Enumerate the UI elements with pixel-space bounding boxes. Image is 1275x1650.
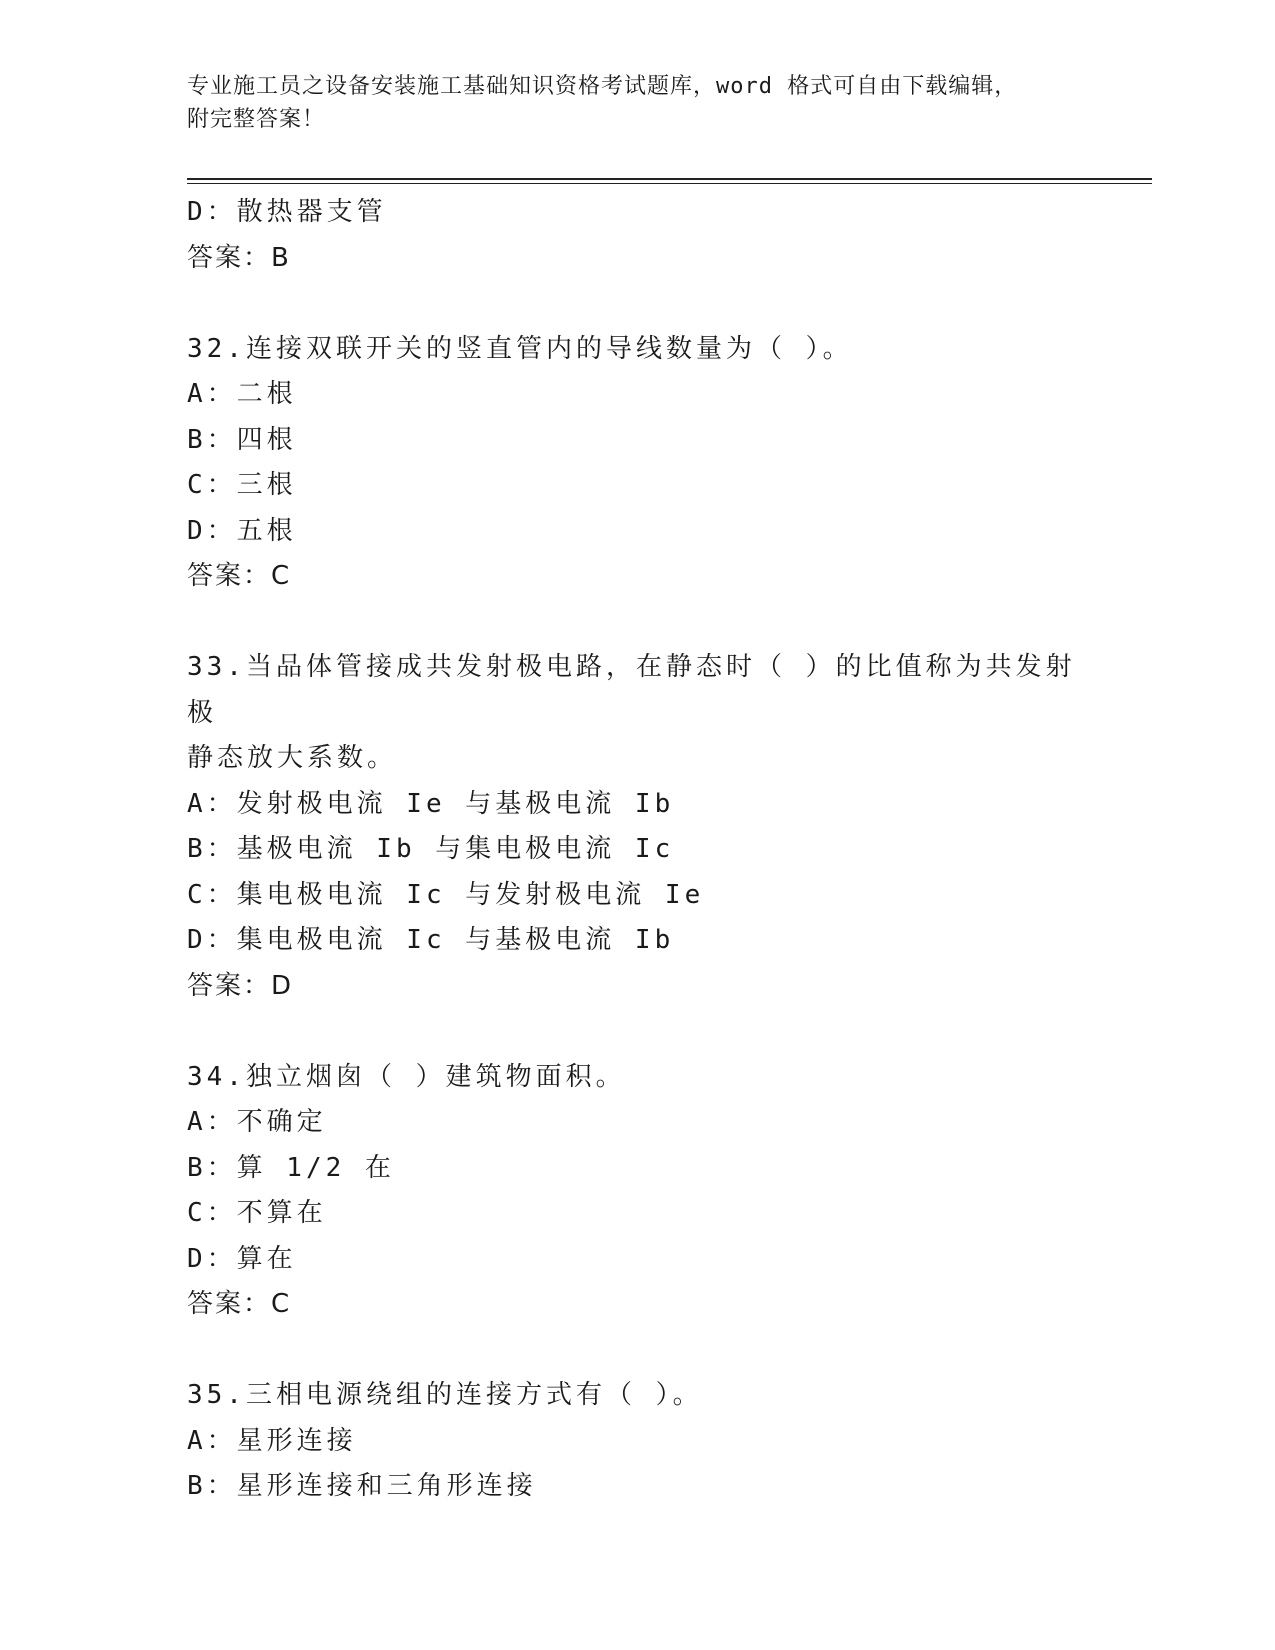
question-32 (187, 327, 1087, 600)
option-d: D：算在 (187, 1243, 297, 1274)
question-stem: 32.连接双联开关的竖直管内的导线数量为（ ）。 (187, 333, 853, 364)
header-line-2: 附完整答案！ (187, 107, 326, 132)
option-a: A：发射极电流 Ie 与基极电流 Ib (187, 788, 675, 819)
document-header (187, 70, 1087, 136)
question-stem-line-2: 静态放大系数。 (187, 743, 398, 773)
option-a: A：不确定 (187, 1107, 327, 1137)
answer: 答案：C (187, 561, 292, 591)
option-b: B：算 1/2 在 (187, 1152, 395, 1183)
option-b: B：基极电流 Ib 与集电极电流 Ic (187, 834, 675, 864)
question-list (187, 190, 1087, 1510)
option-a: A：二根 (187, 379, 297, 409)
header-divider-thin (187, 183, 1152, 184)
option-c: C：三根 (187, 470, 297, 500)
question-stem: 35.三相电源绕组的连接方式有（ ）。 (187, 1380, 703, 1410)
previous-question-tail (187, 190, 1087, 281)
answer: 答案：B (187, 242, 291, 273)
option-c: C：不算在 (187, 1198, 327, 1228)
answer: 答案：D (187, 970, 294, 1001)
header-line-1: 专业施工员之设备安装施工基础知识资格考试题库，word 格式可自由下载编辑， (187, 74, 1018, 99)
question-stem-line-1: 33.当品体管接成共发射极电路，在静态时（ ）的比值称为共发射极 (187, 652, 1076, 728)
option-b: B：四根 (187, 424, 297, 455)
question-33 (187, 645, 1087, 1009)
answer: 答案：C (187, 1289, 292, 1319)
question-34 (187, 1055, 1087, 1328)
option-d: D：五根 (187, 515, 297, 546)
question-35 (187, 1373, 1087, 1510)
option-d: D：集电极电流 Ic 与基极电流 Ib (187, 925, 675, 955)
option-c: C：集电极电流 Ic 与发射极电流 Ie (187, 879, 705, 910)
option-d: D：散热器支管 (187, 197, 387, 227)
option-a: A：星形连接 (187, 1425, 357, 1456)
question-stem: 34.独立烟囱（ ）建筑物面积。 (187, 1061, 626, 1092)
option-b: B：星形连接和三角形连接 (187, 1471, 537, 1501)
header-divider-thick (187, 178, 1152, 180)
